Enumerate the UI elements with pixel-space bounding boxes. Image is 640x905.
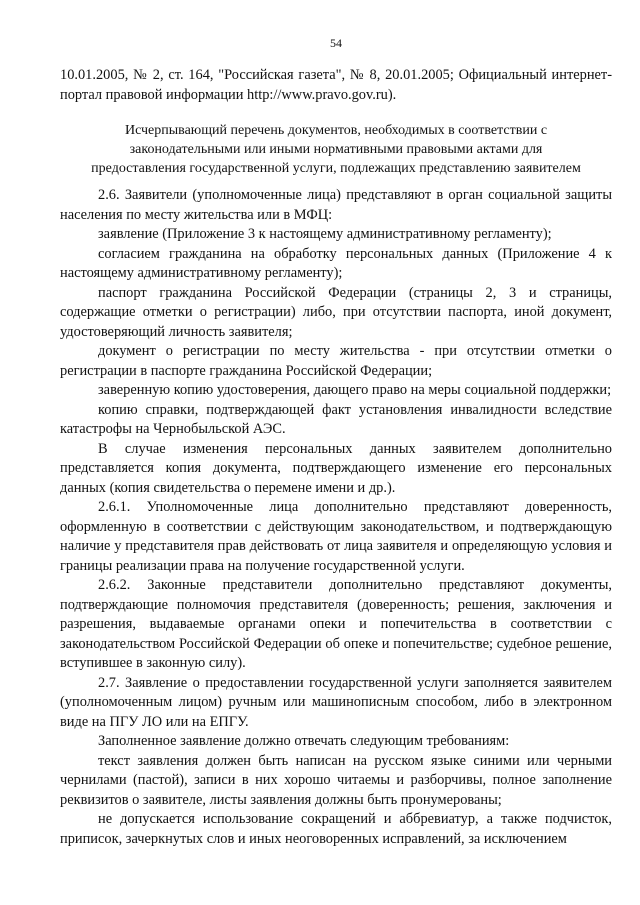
paragraph-consent: согласием гражданина на обработку персональных данных (Приложение 4 к настоящему административному регламенту); (60, 245, 612, 281)
paragraph-2-6-2: 2.6.2. Законные представители дополнительно представляют документы, подтверждающие полномочия представителя (доверенность; решения, заключения и разрешения, выдаваемые органами опеки и попечительства в соответствии с законодательством Российской Федерации об опеке и попечительстве; судебное решение, вступившее в законную силу). (60, 577, 612, 671)
paragraph-2-6-1: 2.6.1. Уполномоченные лица дополнительно представляют доверенность, оформленную в соответствии с действующим законодательством, и подтверждающую наличие у представителя прав действовать от лица заявителя и определяющую условия и границы реализации права на получение государственной услуги. (60, 499, 612, 574)
paragraph-disability-certificate: копию справки, подтверждающей факт установления инвалидности вследствие катастрофы на Чернобыльской АЭС. (60, 401, 612, 437)
paragraph-requirements-intro: Заполненное заявление должно отвечать следующим требованиям: (98, 733, 510, 749)
body-text (60, 186, 612, 849)
page-number: 54 (330, 36, 342, 50)
paragraph-2-7: 2.7. Заявление о предоставлении государственной услуги заполняется заявителем (уполномоченным лицом) ручным или машинописным способом, либо в электронном виде на ПГУ ЛО или на ЕПГУ. (60, 674, 612, 730)
intro-paragraph: 10.01.2005, № 2, ст. 164, "Российская газета", № 8, 20.01.2005; Официальный интернет-портал правовой информации http://www.pravo.gov.ru). (60, 67, 612, 103)
section-heading: Исчерпывающий перечень документов, необходимых в соответствии с законодательными или иными нормативными правовыми актами для предоставления государственной услуги, подлежащих представлению заявителем (91, 123, 581, 176)
paragraph-registration: документ о регистрации по месту жительства - при отсутствии отметки о регистрации в паспорте гражданина Российской Федерации; (60, 343, 612, 379)
paragraph-certificate-copy: заверенную копию удостоверения, дающего право на меры социальной поддержки; (98, 382, 612, 398)
document-page (60, 0, 612, 905)
paragraph-personal-data-change: В случае изменения персональных данных заявителем дополнительно представляется копия документа, подтверждающего изменение его персональных данных (копия свидетельства о перемене имени и др.). (60, 440, 612, 496)
paragraph-no-abbreviations: не допускается использование сокращений и аббревиатур, а также подчисток, приписок, зачеркнутых слов и иных неоговоренных исправлений, за исключением (60, 811, 612, 847)
paragraph-passport: паспорт гражданина Российской Федерации (страницы 2, 3 и страницы, содержащие отметки о регистрации) либо, при отсутствии паспорта, иной документ, удостоверяющий личность заявителя; (60, 284, 612, 340)
paragraph-2-6: 2.6. Заявители (уполномоченные лица) представляют в орган социальной защиты населения по месту жительства или в МФЦ: (60, 187, 612, 223)
paragraph-application: заявление (Приложение 3 к настоящему административному регламенту); (98, 226, 552, 242)
paragraph-text-requirements: текст заявления должен быть написан на русском языке синими или черными чернилами (пастой), записи в них хорошо читаемы и разборчивы, полное заполнение реквизитов о заявителе, листы заявления должны быть пронумерованы; (60, 752, 612, 808)
